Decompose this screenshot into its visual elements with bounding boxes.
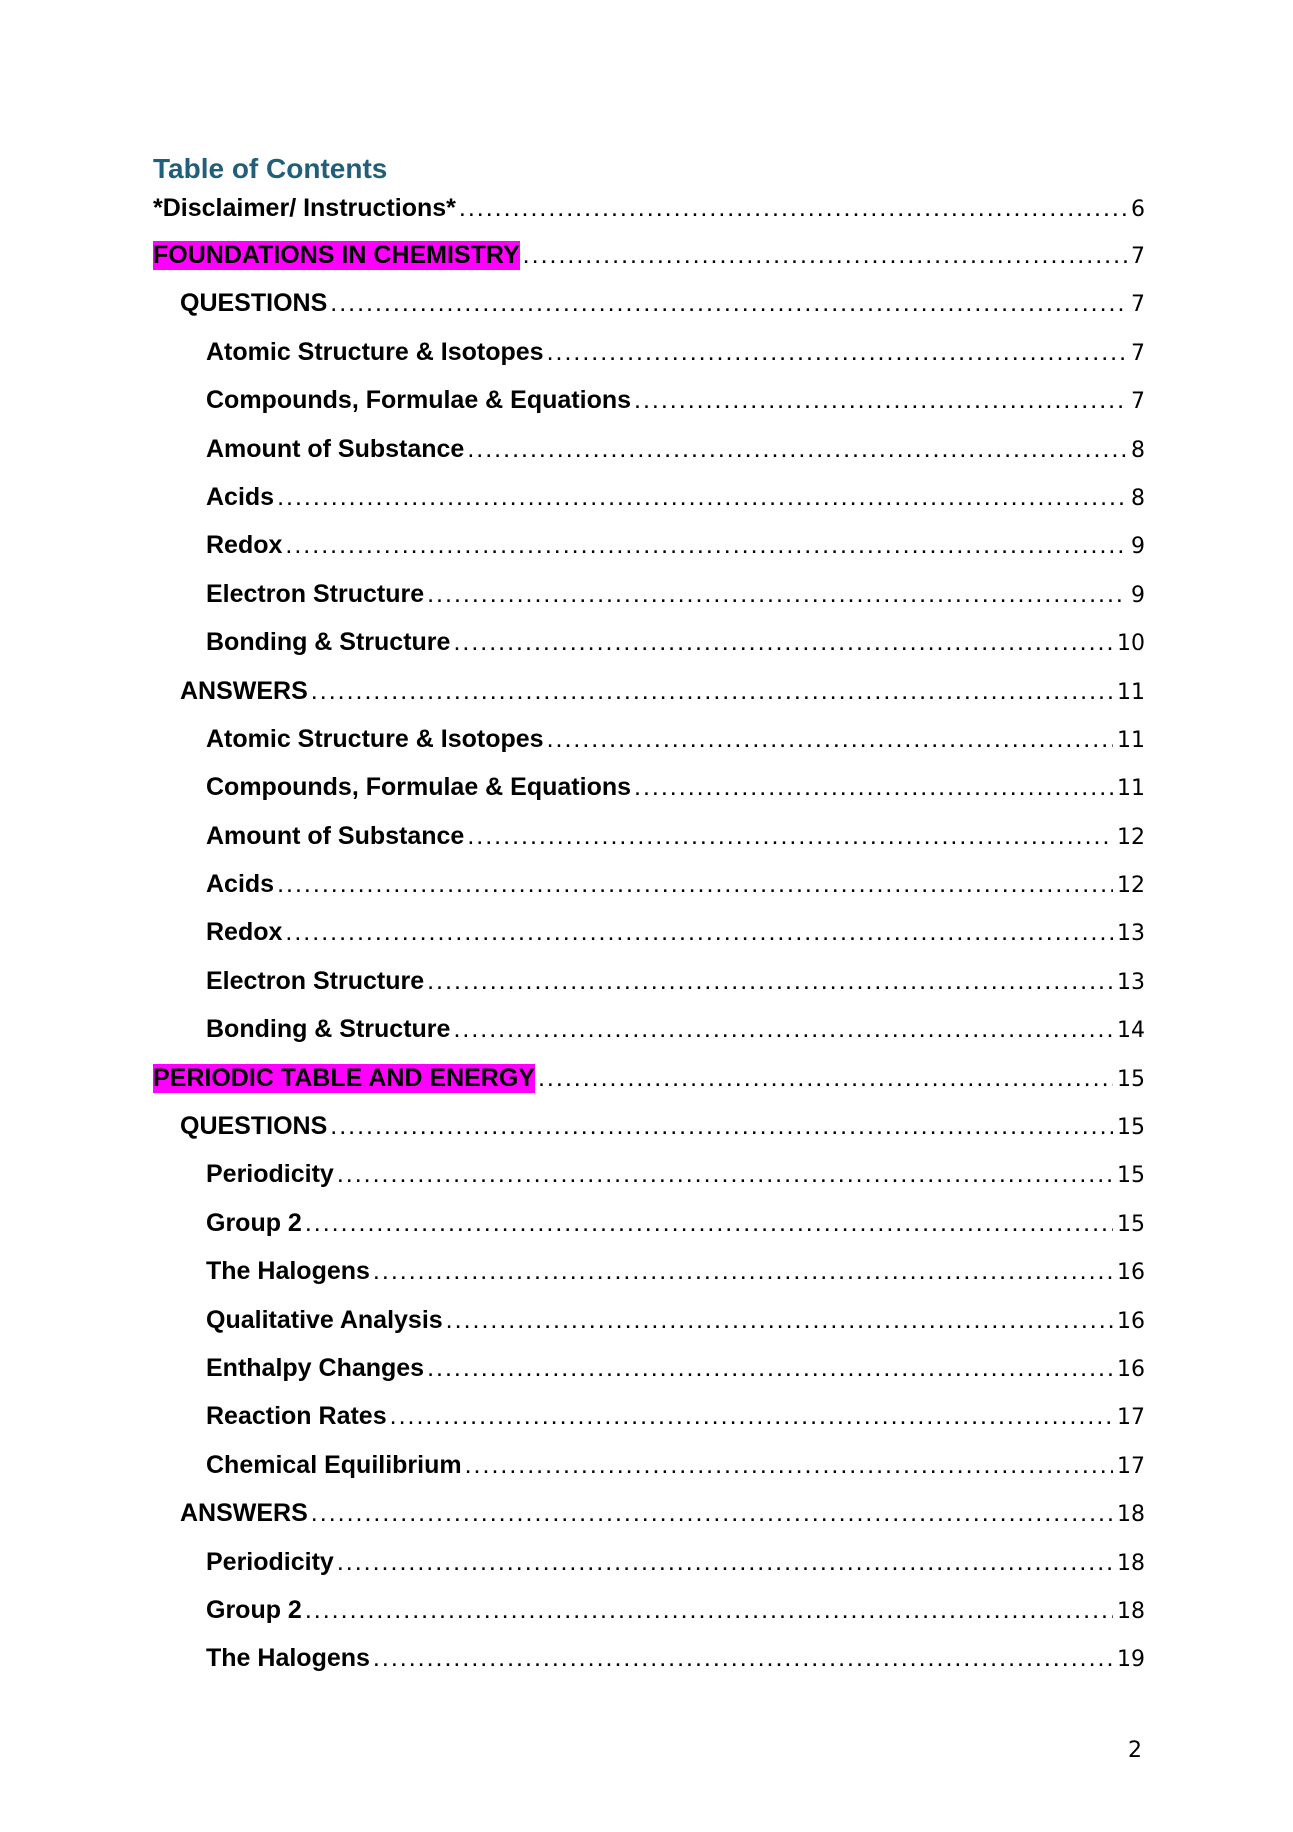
toc-entry-label: Atomic Structure & Isotopes	[206, 724, 544, 753]
toc-entry-page-number: 9	[1131, 534, 1145, 560]
toc-entry[interactable]	[153, 1354, 1145, 1402]
toc-entry-label: Atomic Structure & Isotopes	[206, 337, 544, 366]
toc-entry-label: PERIODIC TABLE AND ENERGY	[153, 1063, 535, 1092]
dot-leader	[277, 483, 1127, 512]
toc-entry-page-number: 12	[1117, 873, 1145, 899]
toc-entry-page-number: 15	[1117, 1163, 1145, 1189]
toc-entry-page-number: 16	[1117, 1260, 1145, 1286]
toc-entry-page-number: 19	[1117, 1647, 1145, 1673]
dot-leader	[337, 1160, 1113, 1189]
toc-entry-label: Bonding & Structure	[206, 628, 451, 657]
toc-entry[interactable]	[153, 1306, 1145, 1354]
toc-entry[interactable]	[153, 483, 1145, 531]
toc-entry-label: Amount of Substance	[206, 821, 465, 850]
toc-entry-label: Electron Structure	[206, 966, 425, 995]
toc-title: Table of Contents	[153, 153, 388, 184]
dot-leader	[285, 531, 1127, 560]
dot-leader	[465, 1451, 1113, 1480]
dot-leader	[547, 725, 1113, 754]
toc-entry-page-number: 15	[1117, 1115, 1145, 1141]
toc-entry-page-number: 18	[1117, 1502, 1145, 1528]
toc-entry[interactable]	[153, 967, 1145, 1015]
dot-leader	[277, 870, 1113, 899]
toc-entry-page-number: 7	[1131, 244, 1145, 269]
toc-entry[interactable]	[153, 1257, 1145, 1305]
toc-entry-label: Acids	[206, 870, 275, 899]
dot-leader	[459, 194, 1127, 223]
toc-entry-label: Compounds, Formulae & Equations	[206, 386, 632, 415]
toc-entry[interactable]	[153, 1644, 1145, 1692]
toc-entry-page-number: 7	[1131, 340, 1145, 366]
dot-leader	[373, 1644, 1113, 1673]
toc-entry-label: Redox	[206, 918, 283, 947]
toc-entry-label: Group 2	[206, 1208, 302, 1237]
toc-entry-label: Chemical Equilibrium	[206, 1450, 462, 1479]
toc-entry-page-number: 12	[1117, 824, 1145, 850]
toc-entry-label: Bonding & Structure	[206, 1015, 451, 1044]
toc-entry[interactable]	[153, 918, 1145, 966]
toc-entry-label: The Halogens	[206, 1257, 370, 1286]
toc-entry-page-number: 11	[1117, 727, 1145, 753]
toc-entry[interactable]	[153, 241, 1145, 289]
dot-leader	[373, 1257, 1113, 1286]
dot-leader	[330, 1112, 1113, 1141]
toc-entry-label: QUESTIONS	[180, 289, 328, 318]
toc-entry-label: Electron Structure	[206, 579, 425, 608]
dot-leader	[285, 918, 1113, 947]
toc-entry-page-number: 18	[1117, 1550, 1145, 1576]
toc-entry-page-number: 10	[1117, 631, 1145, 657]
table-of-contents	[153, 194, 1145, 1693]
toc-entry[interactable]	[153, 194, 1145, 241]
toc-entry-label: Qualitative Analysis	[206, 1305, 443, 1334]
toc-entry-page-number: 7	[1131, 292, 1145, 318]
dot-leader	[390, 1402, 1113, 1431]
dot-leader	[467, 435, 1127, 464]
toc-entry[interactable]	[153, 1112, 1145, 1160]
dot-leader	[427, 967, 1113, 996]
dot-leader	[453, 628, 1113, 657]
toc-entry[interactable]	[153, 1402, 1145, 1450]
toc-entry-label: The Halogens	[206, 1644, 370, 1673]
toc-entry-page-number: 13	[1117, 921, 1145, 947]
toc-entry[interactable]	[153, 289, 1145, 337]
toc-entry-label: QUESTIONS	[180, 1112, 328, 1141]
toc-entry[interactable]	[153, 1160, 1145, 1208]
toc-entry-page-number: 8	[1131, 437, 1145, 463]
toc-entry-page-number: 13	[1117, 969, 1145, 995]
toc-entry-page-number: 14	[1117, 1018, 1145, 1044]
toc-entry-label: Periodicity	[206, 1547, 334, 1576]
toc-entry[interactable]	[153, 628, 1145, 676]
dot-leader	[311, 677, 1113, 706]
toc-entry-page-number: 9	[1131, 582, 1145, 608]
toc-entry[interactable]	[153, 1596, 1145, 1644]
dot-leader	[547, 338, 1127, 367]
toc-entry-label: Amount of Substance	[206, 434, 465, 463]
toc-entry-page-number: 15	[1117, 1066, 1145, 1092]
toc-entry[interactable]	[153, 580, 1145, 628]
toc-entry[interactable]	[153, 1548, 1145, 1596]
toc-entry-label: Compounds, Formulae & Equations	[206, 773, 632, 802]
toc-entry[interactable]	[153, 1451, 1145, 1499]
toc-entry-label: Periodicity	[206, 1160, 334, 1189]
dot-leader	[305, 1209, 1113, 1238]
toc-entry[interactable]	[153, 870, 1145, 918]
toc-entry-label: ANSWERS	[180, 1499, 308, 1528]
toc-entry-page-number: 8	[1131, 485, 1145, 511]
toc-entry[interactable]	[153, 435, 1145, 483]
toc-entry-label: Reaction Rates	[206, 1402, 387, 1431]
toc-entry-page-number: 11	[1117, 679, 1145, 705]
toc-entry-label: ANSWERS	[180, 676, 308, 705]
toc-entry-page-number: 7	[1131, 389, 1145, 415]
toc-entry-label: Redox	[206, 531, 283, 560]
toc-entry-page-number: 18	[1117, 1598, 1145, 1624]
toc-entry-page-number: 6	[1131, 197, 1145, 222]
toc-entry-page-number: 17	[1117, 1405, 1145, 1431]
toc-entry[interactable]	[153, 677, 1145, 725]
dot-leader	[523, 241, 1127, 270]
page-number: 2	[1128, 1738, 1142, 1763]
toc-entry-label: FOUNDATIONS IN CHEMISTRY	[153, 241, 520, 269]
toc-entry-page-number: 17	[1117, 1453, 1145, 1479]
dot-leader	[427, 580, 1127, 609]
toc-entry[interactable]	[153, 386, 1145, 434]
toc-entry[interactable]	[153, 725, 1145, 773]
dot-leader	[634, 773, 1113, 802]
toc-entry[interactable]	[153, 1499, 1145, 1547]
toc-entry-page-number: 16	[1117, 1308, 1145, 1334]
toc-entry[interactable]	[153, 1064, 1145, 1112]
toc-entry-label: *Disclaimer/ Instructions*	[153, 194, 456, 222]
toc-entry[interactable]	[153, 822, 1145, 870]
dot-leader	[311, 1499, 1113, 1528]
toc-entry-label: Enthalpy Changes	[206, 1353, 425, 1382]
dot-leader	[453, 1015, 1113, 1044]
dot-leader	[467, 822, 1113, 851]
dot-leader	[634, 386, 1127, 415]
dot-leader	[337, 1548, 1113, 1577]
toc-entry[interactable]	[153, 338, 1145, 386]
dot-leader	[538, 1064, 1113, 1093]
toc-entry[interactable]	[153, 773, 1145, 821]
toc-entry-page-number: 11	[1117, 776, 1145, 802]
dot-leader	[330, 289, 1127, 318]
toc-entry-label: Group 2	[206, 1595, 302, 1624]
dot-leader	[446, 1306, 1113, 1335]
toc-entry[interactable]	[153, 531, 1145, 579]
toc-entry[interactable]	[153, 1015, 1145, 1063]
dot-leader	[305, 1596, 1113, 1625]
toc-entry-label: Acids	[206, 482, 275, 511]
toc-entry-page-number: 16	[1117, 1356, 1145, 1382]
toc-entry-page-number: 15	[1117, 1211, 1145, 1237]
dot-leader	[427, 1354, 1113, 1383]
toc-entry[interactable]	[153, 1209, 1145, 1257]
